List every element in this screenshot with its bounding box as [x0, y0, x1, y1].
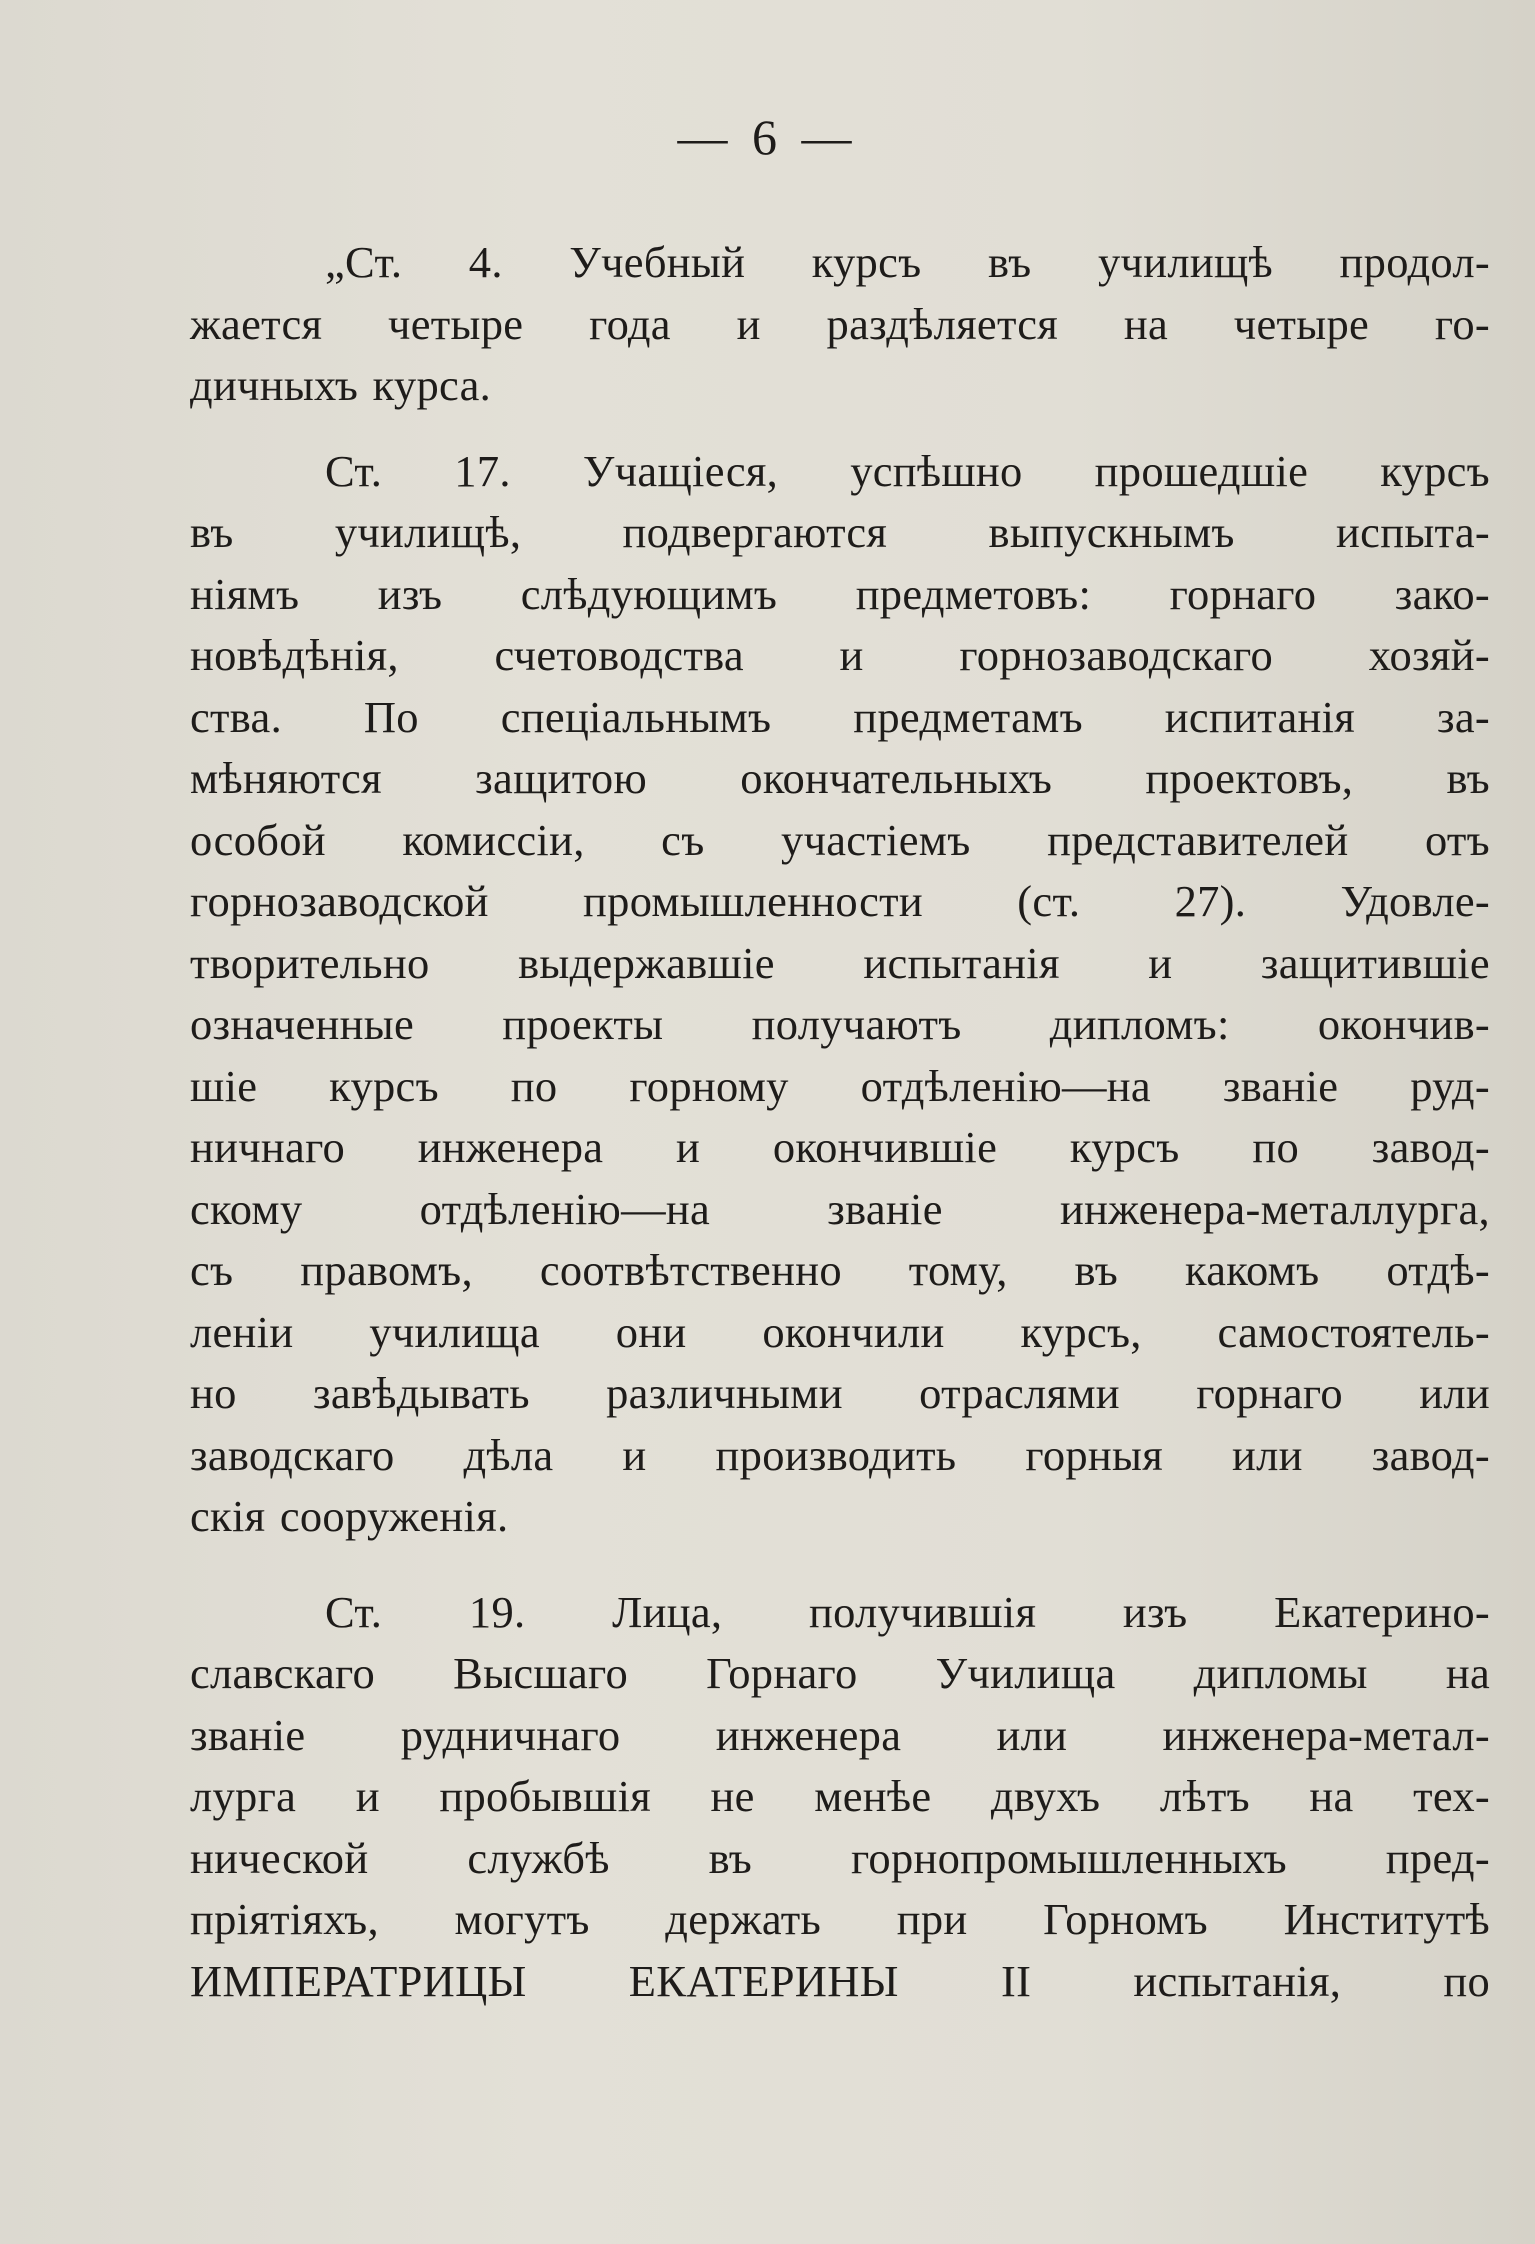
text-line: ства. По спеціальнымъ предметамъ испитанія за-	[190, 691, 1490, 742]
paragraph-article-19	[190, 1582, 1490, 2013]
text-line: творительно выдержавшіе испытанія и защитившіе	[190, 937, 1490, 988]
text-line: „Ст. 4. Учебный курсъ въ училищѣ продол-	[325, 237, 1490, 287]
text-line: ничнаго инженера и окончившіе курсъ по завод-	[190, 1122, 1490, 1172]
text-line: заводскаго дѣла и производить горныя или завод-	[190, 1429, 1490, 1480]
text-line: дичныхъ курса.	[190, 360, 492, 410]
text-line: леніи училища они окончили курсъ, самостоятель-	[190, 1306, 1490, 1357]
text-line: съ правомъ, соотвѣтственно тому, въ какомъ отдѣ-	[190, 1245, 1490, 1295]
text-line: ИМПЕРАТРИЦЫ ЕКАТЕРИНЫ II испытанія, по	[190, 1955, 1490, 2006]
text-line: лурга и пробывшія не менѣе двухъ лѣтъ на тех-	[190, 1771, 1490, 1821]
text-line: Ст. 17. Учащіеся, успѣшно прошедшіе курсъ	[325, 445, 1490, 496]
text-line: Ст. 19. Лица, получившія изъ Екатерино-	[325, 1586, 1490, 1637]
text-line: ніямъ изъ слѣдующимъ предметовъ: горнаго зако-	[190, 568, 1490, 619]
text-line: въ училищѣ, подвергаются выпускнымъ испыта-	[190, 507, 1490, 557]
text-line: новѣдѣнія, счетоводства и горнозаводскаго хозяй-	[190, 630, 1490, 680]
text-line: горнозаводской промышленности (ст. 27). Удовле-	[190, 876, 1490, 926]
text-line: пріятіяхъ, могутъ держать при Горномъ Институтѣ	[190, 1894, 1490, 1944]
text-line: скія сооруженія.	[190, 1491, 509, 1541]
body-text	[190, 232, 1490, 2012]
text-line: званіе рудничнаго инженера или инженера-метал-	[190, 1709, 1490, 1760]
text-line: шіе курсъ по горному отдѣленію—на званіе руд-	[190, 1060, 1490, 1111]
text-line: жается четыре года и раздѣляется на четыре го-	[190, 298, 1490, 349]
page-number: — 6 —	[677, 109, 858, 165]
paragraph-article-4	[190, 232, 1490, 417]
text-line: мѣняются защитою окончательныхъ проектовъ, въ	[190, 753, 1490, 803]
paragraph-article-17	[190, 441, 1490, 1548]
text-line: но завѣдывать различными отраслями горнаго или	[190, 1368, 1490, 1418]
text-line: скому отдѣленію—на званіе инженера-металлурга,	[190, 1183, 1490, 1234]
text-line: славскаго Высшаго Горнаго Училища дипломы на	[190, 1648, 1490, 1698]
text-line: особой комиссіи, съ участіемъ представителей отъ	[190, 814, 1490, 865]
text-line: означенные проекты получаютъ дипломъ: окончив-	[190, 999, 1490, 1049]
text-line: нической службѣ въ горнопромышленныхъ пред-	[190, 1832, 1490, 1883]
